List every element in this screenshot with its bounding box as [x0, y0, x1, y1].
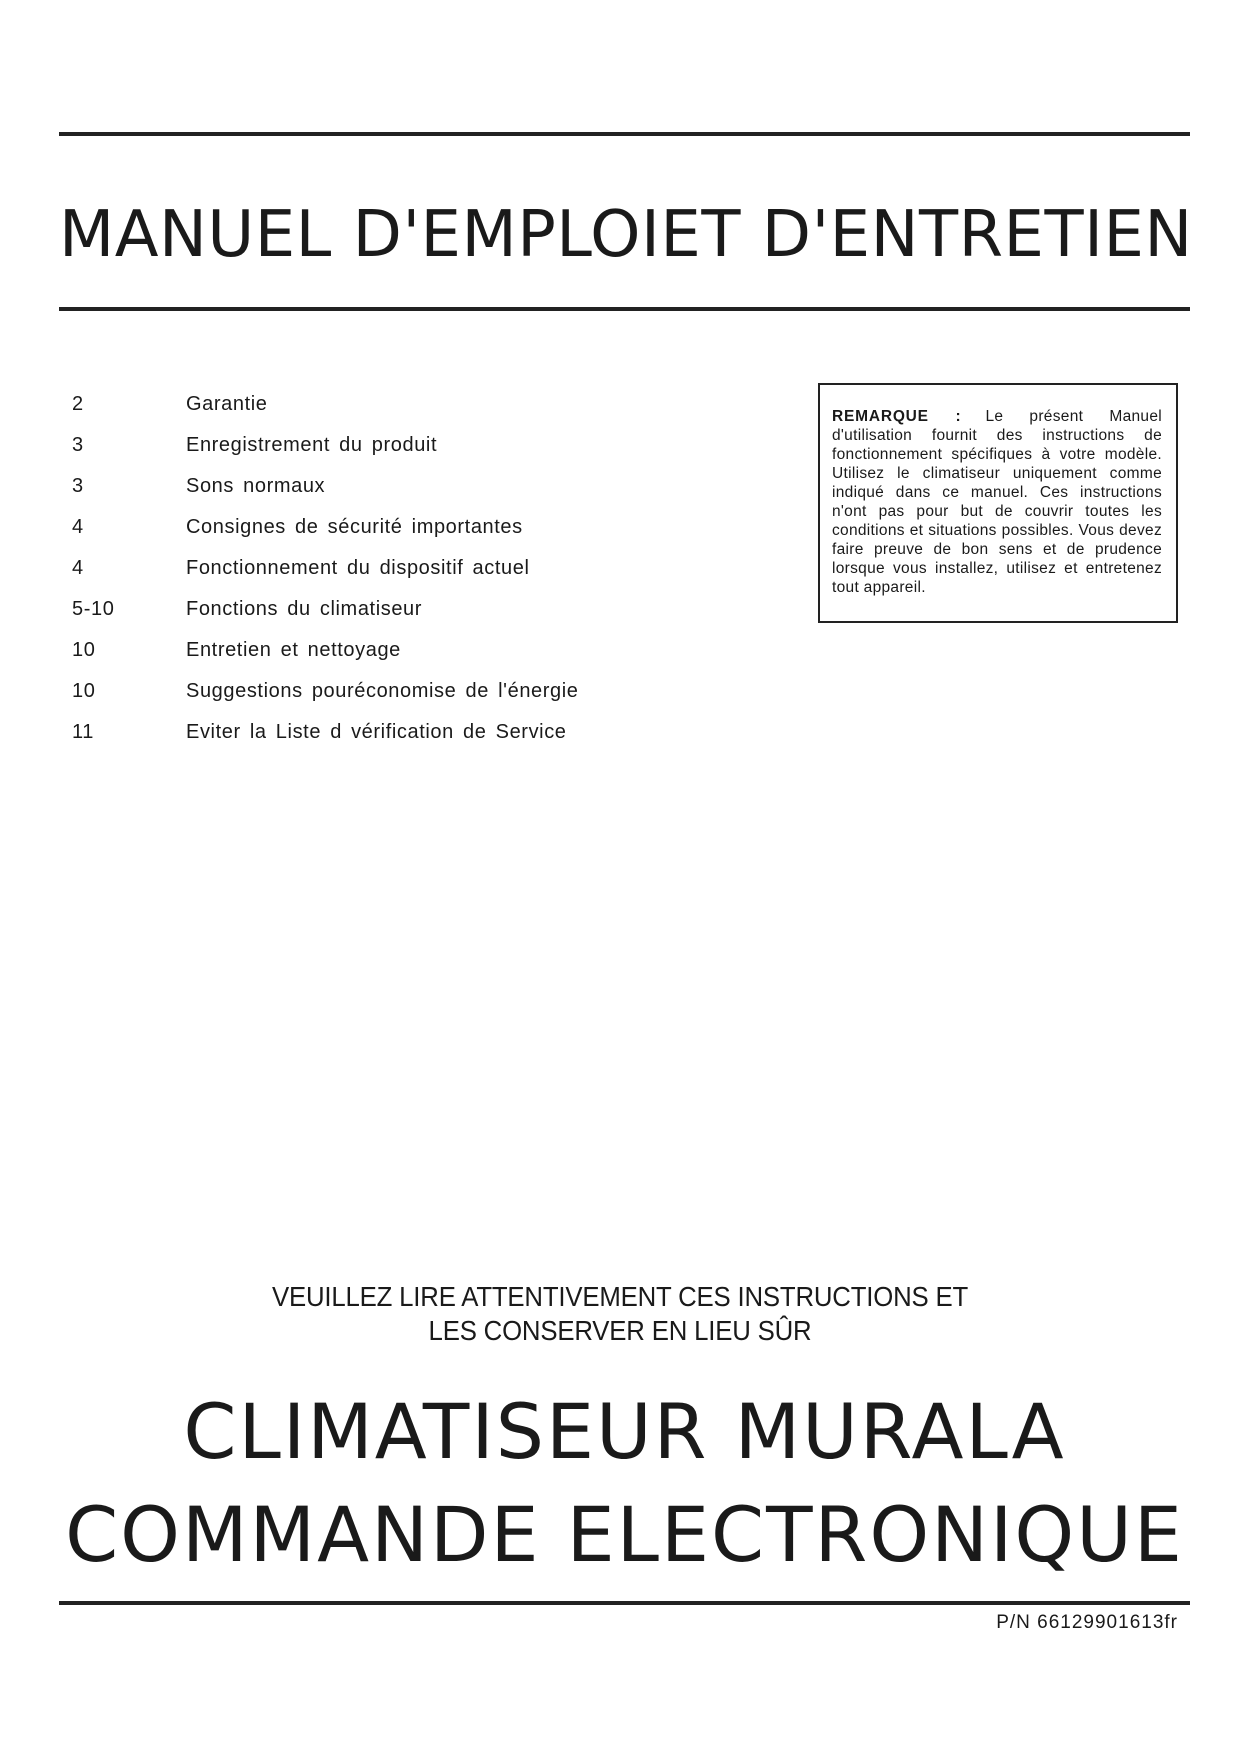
note-box: [818, 383, 1178, 623]
toc-entry: [72, 466, 692, 507]
instructions-line-2: LES CONSERVER EN LIEU SÛR: [428, 1315, 812, 1346]
toc-entry: [72, 712, 692, 753]
toc-entry: [72, 589, 692, 630]
toc-page-number: 3: [72, 475, 84, 497]
toc-entry-label: Fonctions du climatiseur: [186, 598, 423, 620]
bottom-rule: [59, 1601, 1190, 1605]
note-label: REMARQUE :: [832, 408, 962, 425]
toc-page-number: 4: [72, 516, 84, 538]
top-rule: [59, 132, 1190, 136]
product-title: [59, 1380, 1190, 1586]
toc-entry-label: Sons normaux: [186, 475, 326, 497]
table-of-contents: [72, 384, 692, 753]
toc-entry: [72, 507, 692, 548]
note-paragraph: [832, 407, 1162, 597]
toc-page-number: 10: [72, 639, 96, 661]
part-number: P/N 66129901613fr: [996, 1612, 1178, 1633]
toc-page-number: 5-10: [72, 598, 115, 620]
page-title: MANUEL D'EMPLOIET D'ENTRETIEN: [59, 198, 1193, 272]
toc-entry-label: Suggestions pouréconomise de l'énergie: [186, 680, 579, 702]
instructions-line-1: VEUILLEZ LIRE ATTENTIVEMENT CES INSTRUCTIONS ET: [271, 1281, 969, 1312]
toc-page-number: 4: [72, 557, 84, 579]
product-title-line-2: COMMANDE ELECTRONIQUE: [65, 1490, 1184, 1579]
toc-entry-label: Consignes de sécurité importantes: [186, 516, 523, 538]
toc-entry-label: Entretien et nettoyage: [186, 639, 401, 661]
toc-entry: [72, 630, 692, 671]
product-title-line-1: CLIMATISEUR MURALA: [183, 1387, 1066, 1476]
toc-entry: [72, 548, 692, 589]
toc-entry: [72, 384, 692, 425]
title-rule: [59, 307, 1190, 311]
toc-entry-label: Garantie: [186, 393, 268, 415]
toc-entry-label: Fonctionnement du dispositif actuel: [186, 557, 530, 579]
read-instructions-notice: [50, 1280, 1191, 1348]
toc-entry: [72, 425, 692, 466]
toc-entry-label: Enregistrement du produit: [186, 434, 438, 456]
toc-page-number: 10: [72, 680, 96, 702]
toc-page-number: 2: [72, 393, 84, 415]
toc-page-number: 3: [72, 434, 84, 456]
toc-entry: [72, 671, 692, 712]
note-body: Le présent Manuel d'utilisation fournit des instructions de fonctionnement spécifiques à votre modèle. Utilisez le climatiseur uniquement comme indiqué dans ce manuel. Ces instructions n'ont pas pour but de couvrir toutes les conditions et situations possibles. Vous devez faire preuve de bon sens et de prudence lorsque vous installez, utilisez et entretenez tout appareil.: [832, 408, 1162, 596]
toc-entry-label: Eviter la Liste d vérification de Service: [186, 721, 567, 743]
toc-page-number: 11: [72, 721, 94, 743]
